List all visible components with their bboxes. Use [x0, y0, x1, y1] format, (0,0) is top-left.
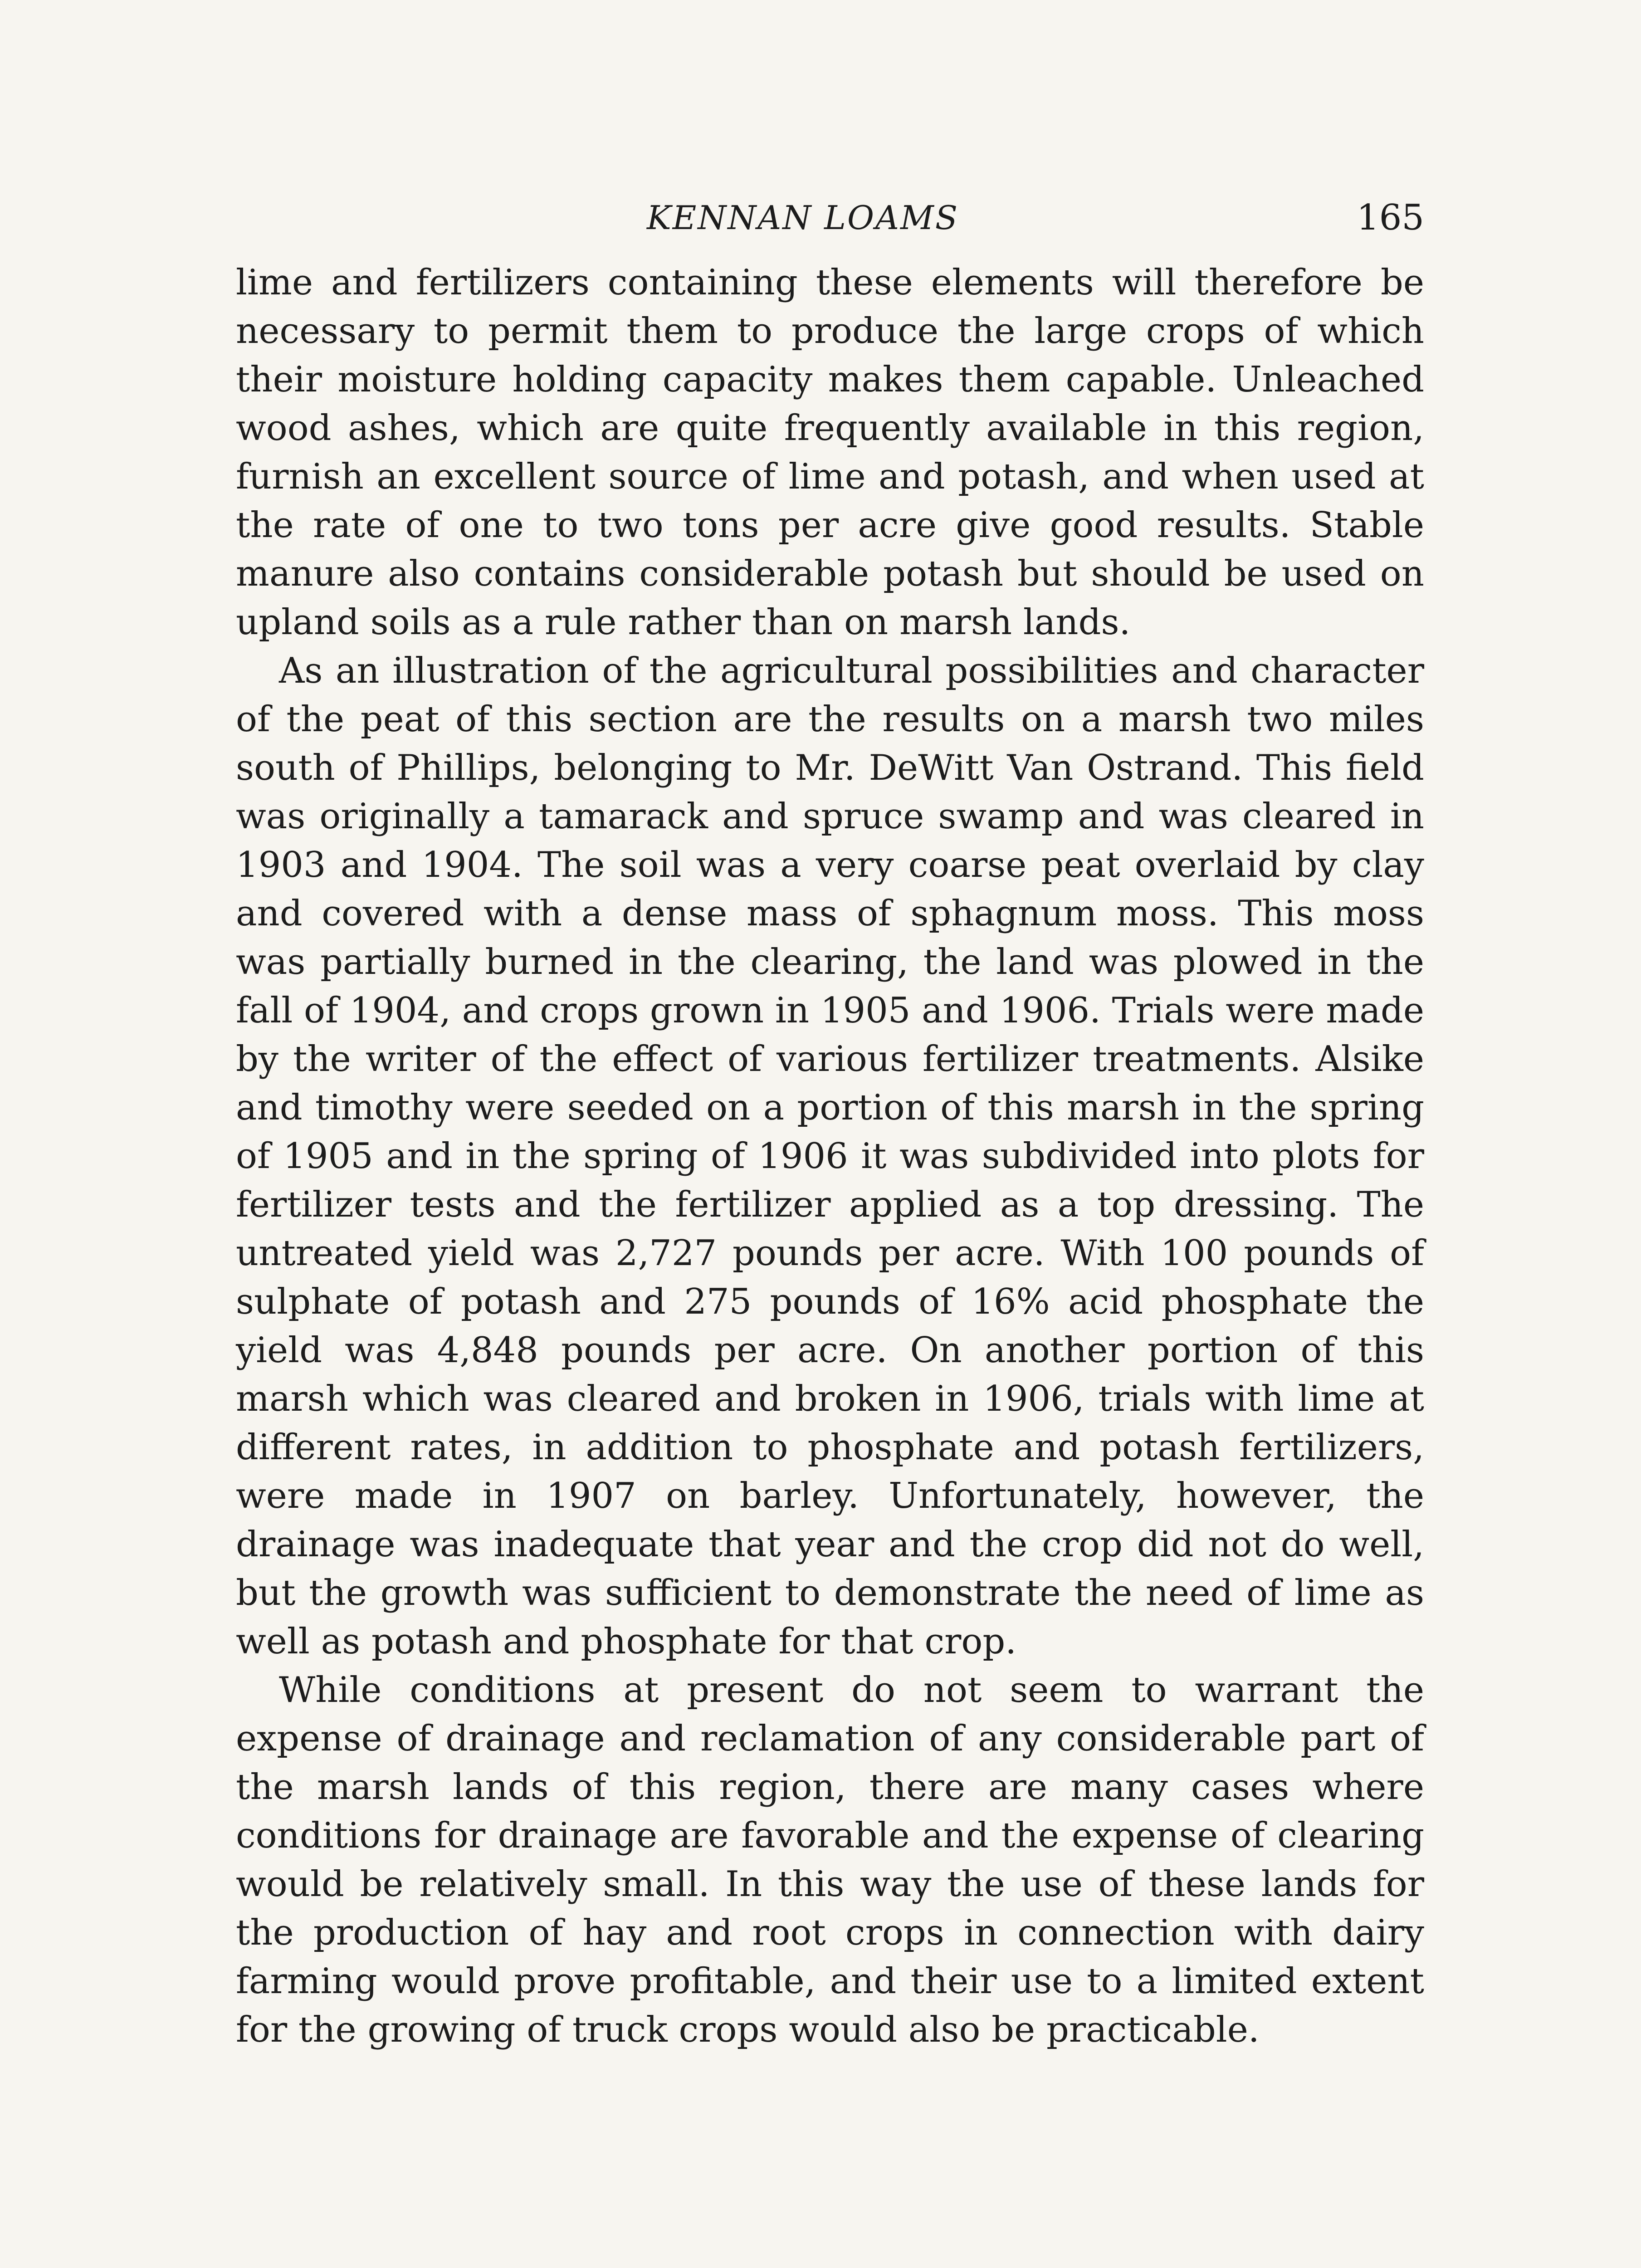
page-number: 165 [1357, 197, 1424, 238]
paragraph-conclusion: While conditions at present do not seem to warrant the expense of drainage and reclamation of any considerable part of the marsh lands of this region, there are many cases where conditions for drainage are favorable and the expense of clearing would be relatively small. In this way the use of these lands for the production of hay and root crops in connection with dairy farming would prove profitable, and their use to a limited extent for the growing of truck crops would also be practicable. [236, 1670, 1424, 2050]
running-title: KENNAN LOAMS [646, 199, 959, 237]
running-head [236, 191, 1424, 245]
book-page [236, 191, 1424, 2054]
body-text [236, 259, 1424, 2054]
paragraph-continued: lime and fertilizers containing these elements will therefore be necessary to permit them to produce the large crops of which their moisture holding capacity makes them capable. Unleached wood ashes, which are quite frequently available in this region, furnish an excellent source of lime and potash, and when used at the rate of one to two tons per acre give good results. Stable manure also contains considerable potash but should be used on upland soils as a rule rather than on marsh lands. [236, 262, 1424, 643]
paragraph-illustration: As an illustration of the agricultural possibilities and character of the peat of this section are the results on a marsh two miles south of Phillips, belonging to Mr. DeWitt Van Ostrand. This field was originally a tamarack and spruce swamp and was cleared in 1903 and 1904. The soil was a very coarse peat overlaid by clay and covered with a dense mass of sphagnum moss. This moss was partially burned in the clearing, the land was plowed in the fall of 1904, and crops grown in 1905 and 1906. Trials were made by the writer of the effect of various fertilizer treatments. Alsike and timothy were seeded on a portion of this marsh in the spring of 1905 and in the spring of 1906 it was subdivided into plots for fertilizer tests and the fertilizer applied as a top dressing. The untreated yield was 2,727 pounds per acre. With 100 pounds of sulphate of potash and 275 pounds of 16% acid phosphate the yield was 4,848 pounds per acre. On another portion of this marsh which was cleared and broken in 1906, trials with lime at different rates, in addition to phosphate and potash fertilizers, were made in 1907 on barley. Unfortunately, however, the drainage was inadequate that year and the crop did not do well, but the growth was sufficient to demonstrate the need of lime as well as potash and phosphate for that crop. [236, 650, 1424, 1662]
